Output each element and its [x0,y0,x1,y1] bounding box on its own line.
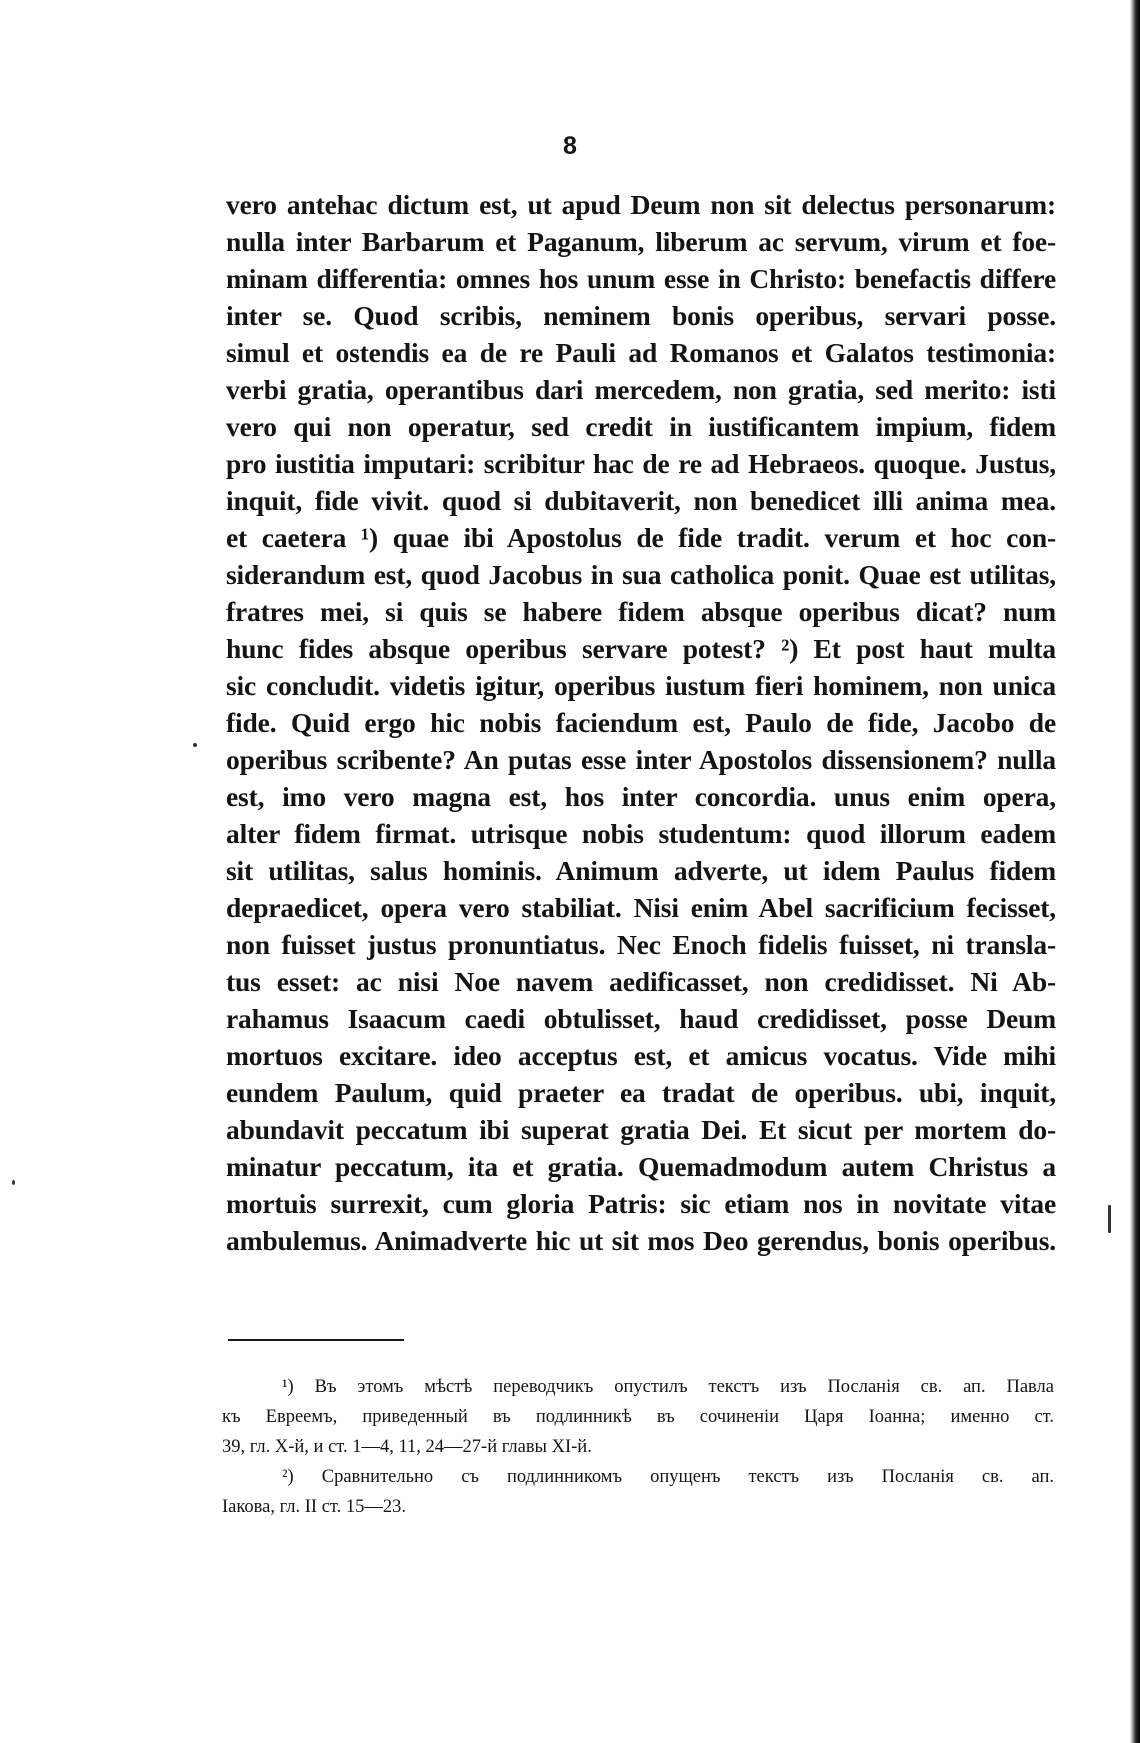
page-number: 8 [563,132,577,160]
ink-speck [1108,1205,1111,1233]
text-line: sit utilitas, salus hominis. Animum adverte, ut idem Paulus fidem [226,855,1056,886]
text-line: et caetera ¹) quae ibi Apostolus de fide tradit. verum et hoc con- [226,522,1056,553]
text-line: non fuisset justus pronuntiatus. Nec Enoch fidelis fuisset, ni transla- [226,929,1056,960]
footnote-line: къ Евреемъ, приведенный въ подлинникѣ въ сочиненіи Царя Іоанна; именно ст. [222,1407,1054,1427]
text-line: eundem Paulum, quid praeter ea tradat de operibus. ubi, inquit, [226,1077,1056,1108]
text-line: ambulemus. Animadverte hic ut sit mos Deo gerendus, bonis operibus. [226,1225,1056,1256]
text-line: inquit, fide vivit. quod si dubitaverit, non benedicet illi anima mea. [226,485,1056,516]
ink-speck [193,743,197,747]
text-line: rahamus Isaacum caedi obtulisset, haud credidisset, posse Deum [226,1003,1056,1034]
text-line: mortuos excitare. ideo acceptus est, et amicus vocatus. Vide mihi [226,1040,1056,1071]
text-line: sic concludit. videtis igitur, operibus iustum fieri hominem, non unica [226,670,1056,701]
text-line: pro iustitia imputari: scribitur hac de re ad Hebraeos. quoque. Justus, [226,448,1056,479]
text-line: verbi gratia, operantibus dari mercedem, non gratia, sed merito: isti [226,374,1056,405]
text-line: est, imo vero magna est, hos inter concordia. unus enim opera, [226,781,1056,812]
text-line: minatur peccatum, ita et gratia. Quemadmodum autem Christus a [226,1151,1056,1182]
text-line: minam differentia: omnes hos unum esse in Christo: benefactis differe [226,263,1056,294]
text-line: siderandum est, quod Jacobus in sua catholica ponit. Quae est utilitas, [226,559,1056,590]
text-line: simul et ostendis ea de re Pauli ad Romanos et Galatos testimonia: [226,337,1056,368]
footnote-line: Іакова, гл. II ст. 15—23. [222,1497,406,1517]
ink-speck [12,1180,15,1185]
footnote-separator [228,1339,404,1341]
text-line: mortuis surrexit, cum gloria Patris: sic etiam nos in novitate vitae [226,1188,1056,1219]
text-line: inter se. Quod scribis, neminem bonis operibus, servari posse. [226,300,1056,331]
body-text [226,186,1056,1259]
text-line: nulla inter Barbarum et Paganum, liberum ac servum, virum et foe- [226,226,1056,257]
text-line: vero qui non operatur, sed credit in iustificantem impium, fidem [226,411,1056,442]
footnote-1 [222,1372,1054,1462]
text-line: abundavit peccatum ibi superat gratia Dei. Et sicut per mortem do- [226,1114,1056,1145]
text-line: tus esset: ac nisi Noe navem aedificasset, non credidisset. Ni Ab- [226,966,1056,997]
text-line: alter fidem firmat. utrisque nobis studentum: quod illorum eadem [226,818,1056,849]
text-line: fide. Quid ergo hic nobis faciendum est, Paulo de fide, Jacobo de [226,707,1056,738]
footnote-line: ²) Сравнительно съ подлинникомъ опущенъ текстъ изъ Посланія св. ап. [282,1467,1054,1487]
text-line: hunc fides absque operibus servare potest? ²) Et post haut multa [226,633,1056,664]
text-line: vero antehac dictum est, ut apud Deum non sit delectus personarum: [226,189,1056,220]
footnote-line: ¹) Въ этомъ мѣстѣ переводчикъ опустилъ текстъ изъ Посланія св. ап. Павла [282,1377,1054,1397]
text-line: depraedicet, opera vero stabiliat. Nisi enim Abel sacrificium fecisset, [226,892,1056,923]
footnote-2 [222,1462,1054,1522]
footnote-line: 39, гл. X-й, и ст. 1—4, 11, 24—27-й главы XI-й. [222,1437,592,1457]
text-line: fratres mei, si quis se habere fidem absque operibus dicat? num [226,596,1056,627]
footnotes [222,1372,1054,1522]
text-line: operibus scribente? An putas esse inter Apostolos dissensionem? nulla [226,744,1056,775]
page-edge-shadow [1130,0,1140,1743]
